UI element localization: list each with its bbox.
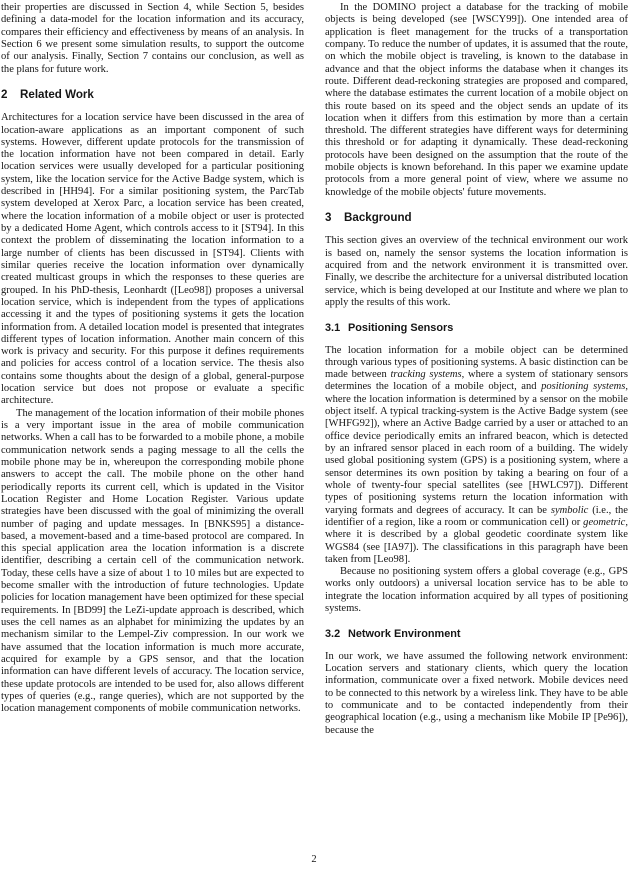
text-run: In our work, we have assumed the following network environment: Location servers and stationary clients, which query the location information, communicate over a fixed network. Mobile devices need to be connected to this network by a wireless link. They have to be able to communicate and to be contacted independently from their geographical location (e.g., using a mechanism like Mobile IP [Pe96]), because the bbox=[325, 650, 628, 736]
text-run: In the DOMINO project a database for the tracking of mobile objects is being developed (see [WSCY99]). One intended area of application is fleet management for the trucks of a transportation company. To reduce the number of updates, it is assumed that the route, on which the mobile object is traveling, is known to the database in advance and that the object informs the database when it changes its route. Different dead-reckoning strategies are proposed and compared, where the database estimates the current location of a mobile object on this route based on its speed and the object sends an update of its location when it differs from this estimation by more than a certain threshold. The different strategies have different ways for determining this threshold or for adapting it dynamically. These dead-reckoning protocols have been designed on the assumption that the route of the mobile objects is known beforehand. In this paper we examine update protocols from a more general point of view, where we assume no knowledge of the mobile objects' future movements. bbox=[325, 2, 628, 198]
text-run: their properties are discussed in Section 4, while Section 5, besides defining a data-model for the location information and its accuracy, compares their efficiency and effectiveness by means of an analysis. In Section 6 we present some simulation results, to support the outcome of our analysis. Finally, Section 7 contains our conclusion, as well as the plans for future work. bbox=[1, 2, 304, 75]
section-title: Positioning Sensors bbox=[348, 322, 454, 335]
page-footer bbox=[0, 854, 628, 865]
section-number: 3.2 bbox=[325, 628, 341, 641]
section-number: 3.1 bbox=[325, 322, 341, 335]
paragraph bbox=[325, 651, 628, 737]
subsection-heading bbox=[325, 322, 628, 334]
text-run: , where a system of stationary sensors determines the location of a mobile object, and bbox=[325, 369, 628, 393]
section-heading bbox=[1, 89, 304, 101]
left-column bbox=[1, 2, 304, 716]
right-column bbox=[325, 2, 628, 737]
section-heading bbox=[325, 212, 628, 224]
italic-term: positioning systems bbox=[541, 381, 626, 393]
text-run: , where it is described by a global geodetic coordinate system like WGS84 (see [IA97]). The classifications in this paragraph have been taken from [Leo98]. bbox=[325, 516, 628, 565]
paragraph bbox=[325, 566, 628, 615]
paragraph bbox=[325, 345, 628, 567]
paragraph bbox=[325, 2, 628, 199]
italic-term: symbolic bbox=[550, 504, 589, 516]
page-number: 2 bbox=[311, 854, 317, 865]
text-run: The location information for a mobile object can be determined through various types of positioning systems. A basic distinction can be made between bbox=[325, 344, 628, 381]
text-run: (i.e., the identifier of a region, like a room or communication cell) or bbox=[325, 504, 628, 528]
paragraph bbox=[1, 112, 304, 408]
paragraph bbox=[325, 235, 628, 309]
italic-term: tracking systems bbox=[390, 369, 462, 381]
section-title: Background bbox=[344, 211, 412, 224]
text-run: This section gives an overview of the technical environment our work is based on, namely the sensor systems the location information is acquired from and the network environment it is transmitted over. Finally, we describe the architecture for a universal distributed location service, which is being developed at our Institute and where we plan to apply the results of this work. bbox=[325, 235, 628, 308]
text-run: The management of the location information of their mobile phones is a very important issue in the area of mobile communication networks. When a call has to be forwarded to a mobile phone, a mobile communication network sends a paging message to all the cells the mobile phone may be in, whereupon the corresponding mobile phone answers to accept the call. The mobile phone on the other hand periodically reports its current cell, which is updated in the Visitor Location Register and Home Location Register. Various update strategies have been discussed with the goal of minimizing the overall number of paging and update messages. In [BNKS95] a distance-based, a movement-based and a time-based protocol are compared. In this special application area the location information is a discrete identifier, describing a certain cell of the communication network. Today, these cells have a size of about 1 to 10 miles but are expected to become smaller with the introduction of future technologies. Update policies for location management have been optimized for these special requirements. In [BD99] the LeZi-update approach is described, which uses the cell names as an alphabet for minimizing the updates by an mechanism similar to the Lempel-Ziv compression. In our work we have assumed that the location information is much more accurate, acquired for example by a GPS sensor, and that the location information can have different levels of accuracy. The location service, these update protocols are intended to be used for, also allows different types of queries (e.g., range queries), which are not supported by the location management components of mobile communication networks. bbox=[1, 407, 304, 715]
paragraph bbox=[1, 2, 304, 76]
subsection-heading bbox=[325, 628, 628, 640]
section-title: Related Work bbox=[20, 87, 94, 101]
paragraph bbox=[1, 408, 304, 716]
text-run: Architectures for a location service have been discussed in the area of location-aware applications as an important component of such systems. However, different update protocols for the transmission of the location information have not been compared in detail. Early location services were usually developed for a particular positioning system, like the location service for the Active Badge system, which is described in [HH94]. For a similar positioning system, the ParcTab system developed at Xerox Parc, a location service has been created, where the location information of a mobile object or user is protected by a dedicated Home Agent, which controls access to it [ST94]. In this context the problem of disseminating the location information to a large number of clients has been discussed in [ST94]. Clients with similar queries receive the location information over dynamically created multicast groups in which the responses to these queries are grouped. In his PhD-thesis, Leonhardt ([Leo98]) proposes a universal location service, which is independent from the types of applications accessing it and the types of positioning systems it gets the location information from. A detailed location model is presented that integrates different types of location information. Another main concern of this work is privacy and security. For this purpose it defines requirements and policies for access control of a location service. The thesis also contains some thoughts about the design of a global, general-purpose location service but does not propose or evaluate a specific architecture. bbox=[1, 112, 304, 407]
text-run: , where the location information is determined by a sensor on the mobile object itself. A typical tracking-system is the Active Badge system (see [WHFG92]), where an Active Badge carried by a user or attached to an office device periodically emits an infrared beacon, which is detected by an infrared sensor placed in each room of a building. The widely used global positioning system (GPS) is a positioning system, where a sensor determines its own position by taking a bearing on four of a whole of twenty-four special satellites (see [HWLC97]). Different types of positioning systems return the location information with varying formats and degrees of accuracy. It can be bbox=[325, 381, 628, 516]
section-title: Network Environment bbox=[348, 628, 461, 641]
section-number: 2 bbox=[1, 87, 8, 101]
italic-term: geometric bbox=[583, 516, 626, 528]
section-number: 3 bbox=[325, 211, 332, 224]
text-run: Because no positioning system offers a global coverage (e.g., GPS works only outdoors) a universal location service has to be able to integrate the location information acquired by all types of positioning systems. bbox=[325, 566, 628, 615]
